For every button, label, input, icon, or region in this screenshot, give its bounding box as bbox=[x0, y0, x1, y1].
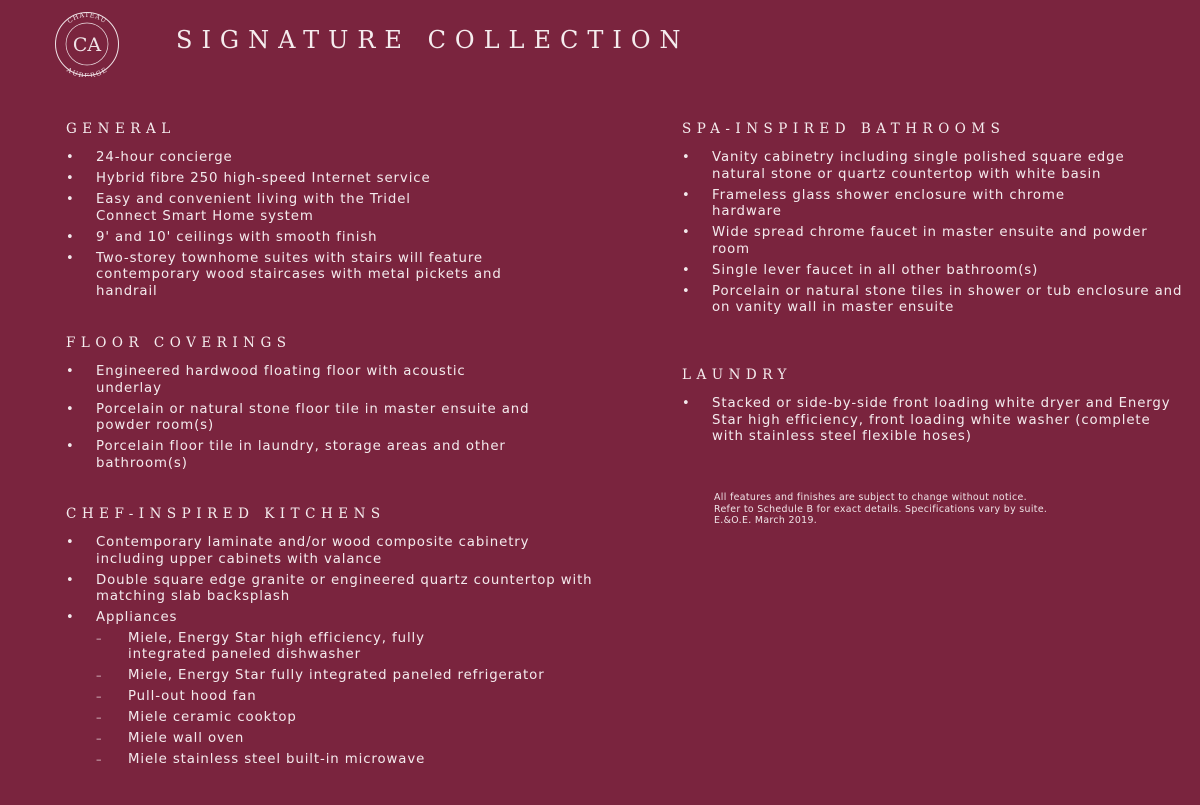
page-title: SIGNATURE COLLECTION bbox=[176, 26, 690, 54]
dash-icon: – bbox=[96, 711, 103, 724]
disclaimer bbox=[714, 492, 1164, 527]
bullet-icon: • bbox=[66, 192, 75, 207]
laundry-list bbox=[680, 396, 1171, 450]
list-item: • Hybrid fibre 250 high-speed Internet service bbox=[66, 171, 431, 186]
list-item: • Contemporary laminate and/or wood composite cabinetry including upper cabinets with valance bbox=[66, 535, 530, 567]
bullet-icon: • bbox=[682, 396, 691, 411]
bullet-icon: • bbox=[682, 225, 691, 240]
bullet-icon: • bbox=[682, 262, 691, 278]
bullet-icon: • bbox=[66, 250, 75, 266]
bathrooms-list bbox=[680, 150, 1183, 321]
general-list bbox=[64, 150, 564, 305]
disclaimer-line: Refer to Schedule B for exact details. Specifications vary by suite. bbox=[714, 503, 1048, 515]
dash-icon: – bbox=[96, 631, 103, 645]
bullet-icon: • bbox=[66, 364, 75, 379]
section-heading-bathrooms: SPA-INSPIRED BATHROOMS bbox=[682, 121, 1006, 137]
dash-icon: – bbox=[96, 753, 103, 766]
logo-text-bottom: AUBERGE bbox=[65, 65, 109, 77]
list-item: • Single lever faucet in all other bathroom(s) bbox=[682, 262, 1039, 278]
list-item: • Appliances – Miele, Energy Star high efficiency, fully integrated paneled dishwasher – Miele, Energy Star fully integrated paneled refrigerator – Pull-out hood fan – Miele ceramic cooktop – Miele wall oven – Miele stainless steel built-in microwave bbox=[64, 610, 584, 769]
list-item: • Stacked or side-by-side front loading white dryer and Energy Star high efficiency, front loading white washer (complete with stainless steel flexible hoses) bbox=[682, 396, 1171, 444]
dash-icon: – bbox=[96, 732, 103, 745]
chateau-auberge-logo bbox=[43, 11, 131, 77]
list-item: • Double square edge granite or engineered quartz countertop with matching slab backsplash bbox=[66, 572, 593, 604]
bullet-icon: • bbox=[66, 572, 75, 588]
disclaimer-line: All features and finishes are subject to change without notice. bbox=[714, 492, 1027, 503]
list-item: • 9' and 10' ceilings with smooth finish bbox=[66, 229, 378, 245]
bullet-icon: • bbox=[66, 401, 75, 417]
svg-text:AUBERGE bbox=[64, 65, 108, 77]
sub-list-item: – Pull-out hood fan bbox=[96, 689, 257, 704]
sub-list-item: – Miele, Energy Star high efficiency, fully integrated paneled dishwasher bbox=[96, 630, 425, 662]
section-heading-floor-coverings: FLOOR COVERINGS bbox=[66, 335, 292, 351]
section-heading-general: GENERAL bbox=[66, 121, 176, 137]
sub-list-item: – Miele ceramic cooktop bbox=[96, 710, 297, 725]
section-heading-laundry: LAUNDRY bbox=[682, 367, 792, 383]
section-heading-kitchens: CHEF-INSPIRED KITCHENS bbox=[66, 506, 386, 522]
list-item: • Porcelain or natural stone tiles in shower or tub enclosure and on vanity wall in master ensuite bbox=[682, 283, 1183, 315]
list-item: • Easy and convenient living with the Tridel Connect Smart Home system bbox=[66, 192, 411, 224]
bullet-icon: • bbox=[66, 439, 75, 454]
logo-text-top: CHATEAU bbox=[65, 11, 109, 26]
list-item: • Two-storey townhome suites with stairs will feature contemporary wood staircases with metal pickets and handrail bbox=[66, 250, 502, 299]
bullet-icon: • bbox=[66, 229, 75, 245]
bullet-icon: • bbox=[682, 283, 691, 299]
sub-list-item: – Miele stainless steel built-in microwave bbox=[96, 752, 426, 767]
bullet-icon: • bbox=[66, 610, 75, 625]
list-item: • Porcelain or natural stone floor tile in master ensuite and powder room(s) bbox=[66, 401, 530, 433]
sub-list-item: – Miele wall oven bbox=[96, 731, 245, 746]
list-item: • Frameless glass shower enclosure with chrome hardware bbox=[682, 187, 1065, 219]
list-item: • Vanity cabinetry including single polished square edge natural stone or quartz countertop with white basin bbox=[682, 150, 1125, 182]
bullet-icon: • bbox=[682, 187, 691, 203]
list-item: • Wide spread chrome faucet in master ensuite and powder room bbox=[682, 225, 1148, 257]
bullet-icon: • bbox=[66, 535, 75, 550]
bullet-icon: • bbox=[682, 150, 691, 165]
bullet-icon: • bbox=[66, 171, 75, 186]
sub-list-item: – Miele, Energy Star fully integrated paneled refrigerator bbox=[96, 668, 545, 683]
bullet-icon: • bbox=[66, 150, 75, 165]
list-item: • Engineered hardwood floating floor with acoustic underlay bbox=[66, 364, 466, 396]
list-item: • Porcelain floor tile in laundry, storage areas and other bathroom(s) bbox=[66, 439, 506, 471]
dash-icon: – bbox=[96, 690, 103, 703]
appliances-list bbox=[96, 631, 584, 769]
list-item: • 24-hour concierge bbox=[66, 150, 233, 165]
disclaimer-line: E.&O.E. March 2019. bbox=[714, 515, 818, 527]
dash-icon: – bbox=[96, 669, 103, 682]
logo-monogram: CA bbox=[72, 34, 102, 56]
floor-coverings-list bbox=[64, 364, 554, 477]
kitchens-list bbox=[64, 535, 593, 773]
